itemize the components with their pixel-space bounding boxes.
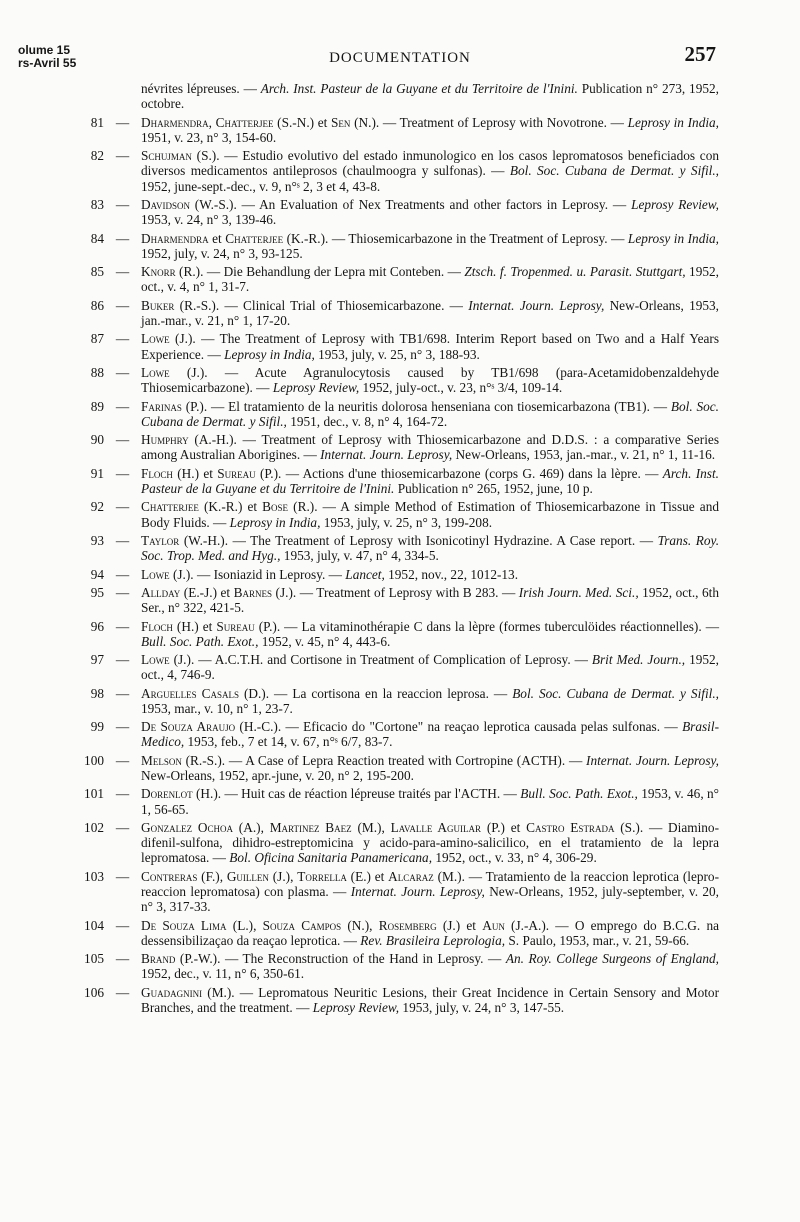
journal-title: Rev. Brasileira Leprologia, — [360, 932, 506, 948]
reference-number: 100 — [84, 752, 104, 768]
reference-dash: — — [115, 917, 130, 933]
author-name: Gonzalez Ochoa — [141, 820, 233, 836]
reference-entry — [0, 869, 800, 915]
reference-text — [141, 231, 719, 261]
author-name: Lowe — [141, 652, 170, 668]
reference-dash: — — [115, 719, 130, 735]
author-name: Floch — [141, 465, 173, 481]
author-name: Chatterjee — [141, 499, 199, 515]
reference-segment: (J.), — [268, 868, 298, 884]
reference-entry — [0, 567, 800, 582]
reference-entry — [0, 115, 800, 145]
reference-segment: 1953, july, v. 47, n° 4, 334-5. — [280, 548, 439, 564]
reference-text — [141, 567, 719, 582]
reference-text — [141, 533, 719, 563]
reference-segment: (S.). — Estudio evolutivo del estado inmunologico en los casos lepromatosos beneficiados con diversos medicamentos antileprosos (chaulmoogra y sulfonas). — — [141, 148, 719, 179]
reference-segment: (J.-A.). — O emprego do B.C.G. na dessensibilizaçao da reaçao leprotica. — — [141, 917, 719, 948]
reference-text — [141, 399, 719, 429]
reference-entry — [0, 585, 800, 615]
reference-segment: (W.-H.). — The Treatment of Leprosy with Isonicotinyl Hydrazine. A Case report. — — [179, 532, 658, 548]
journal-title: Bol. Oficina Sanitaria Panamericana, — [229, 850, 433, 866]
author-name: Dorenlot — [141, 786, 193, 802]
author-name: Allday — [141, 584, 181, 600]
reference-entry — [0, 432, 800, 462]
reference-dash: — — [115, 820, 130, 836]
author-name: Lowe — [141, 331, 170, 347]
reference-number: 98 — [90, 685, 104, 701]
reference-text — [141, 652, 719, 682]
reference-segment: (K.-R.) et — [198, 499, 263, 515]
reference-segment: (H.-C.). — Eficacio do "Cortone" na reaçao leprotica causada pelas sulfonas. — — [235, 719, 683, 735]
journal-title: Bol. Soc. Cubana de Dermat. y Sifil., — [509, 163, 719, 179]
reference-segment: (L.), — [226, 917, 263, 933]
reference-segment: (H.) et — [172, 618, 217, 634]
journal-title: Brit Med. Journ., — [591, 652, 686, 668]
reference-segment: 1952, oct., 6th Ser., n° 322, 421-5. — [141, 584, 719, 616]
reference-segment: 1952, july, v. 24, n° 3, 93-125. — [141, 245, 303, 261]
reference-entry — [0, 365, 800, 395]
journal-title: Arch. Inst. Pasteur de la Guyane et du Territoire de l'Inini. — [141, 465, 719, 496]
reference-number: 106 — [84, 984, 104, 1000]
reference-segment: New-Orleans, 1952, july-september, v. 20, n° 3, 317-33. — [141, 884, 720, 915]
reference-segment: (N.), — [341, 917, 379, 933]
reference-dash: — — [115, 984, 130, 1000]
author-name: Sureau — [217, 465, 256, 481]
reference-segment: (A.), — [233, 820, 270, 836]
reference-segment: (R.-S.). — A Case of Lepra Reaction treated with Cortropine (ACTH). — — [181, 752, 587, 768]
reference-number: 88 — [90, 364, 104, 380]
reference-entry — [0, 951, 800, 981]
reference-entry — [0, 298, 800, 328]
reference-segment: (S.-N.) et — [273, 114, 332, 130]
journal-title: Irish Journ. Med. Sci., — [518, 584, 639, 600]
reference-dash: — — [115, 584, 130, 600]
reference-segment: 1951, dec., v. 8, n° 4, 164-72. — [286, 413, 448, 429]
reference-text — [141, 197, 719, 227]
author-name: Contreras — [141, 868, 198, 884]
author-name: Martinez Baez — [269, 820, 352, 836]
author-name: Guillen — [226, 868, 269, 884]
reference-entry — [0, 197, 800, 227]
reference-segment: 1952, nov., 22, 1012-13. — [384, 566, 519, 582]
journal-title: Bol. Soc. Cubana de Dermat. y Sifil., — [512, 685, 719, 701]
reference-dash: — — [115, 432, 130, 448]
reference-segment: (J.). — Treatment of Leprosy with B 283. — — [272, 584, 519, 600]
section-title: DOCUMENTATION — [329, 50, 471, 66]
journal-title: Leprosy in India, — [627, 230, 720, 246]
reference-segment: (J.). — The Treatment of Leprosy with TB1/698. Interim Report based on Two and a Half Years Experience. — — [141, 331, 719, 362]
reference-text — [141, 499, 719, 529]
author-name: Chatterjee — [225, 230, 284, 246]
reference-segment: 1952, oct., 4, 746-9. — [141, 652, 719, 683]
journal-title: Internat. Journ. Leprosy, — [350, 884, 485, 900]
reference-dash: — — [115, 685, 130, 701]
reference-number: 83 — [90, 196, 104, 212]
reference-segment: 1953, mar., v. 10, n° 1, 23-7. — [141, 700, 293, 716]
reference-segment: (J.). — Acute Agranulocytosis caused by TB1/698 (para-Acetamidobenzaldehyde Thiosemicarbazone). — — [141, 364, 719, 396]
reference-segment: 1953, v. 24, n° 3, 139-46. — [141, 212, 277, 228]
reference-dash: — — [115, 868, 130, 884]
reference-number: 95 — [90, 584, 104, 600]
reference-segment: 1952, oct., v. 33, n° 4, 306-29. — [432, 850, 597, 866]
reference-segment: 1951, v. 23, n° 3, 154-60. — [141, 129, 277, 145]
reference-segment: (H.) et — [172, 465, 218, 481]
author-name: Dharmendra — [141, 230, 209, 246]
reference-number: 89 — [90, 398, 104, 414]
reference-segment: (W.-S.). — An Evaluation of Nex Treatments and other factors in Leprosy. — — [189, 196, 632, 212]
reference-dash: — — [115, 752, 130, 768]
reference-number: 101 — [84, 786, 104, 802]
reference-number: 105 — [84, 951, 104, 967]
volume-line-1: olume 15 — [18, 43, 71, 57]
reference-entry — [0, 719, 800, 749]
reference-text — [141, 115, 719, 145]
reference-segment: 1952, july-oct., v. 23, n°ˢ 3/4, 109-14. — [359, 380, 563, 396]
reference-segment: névrites lépreuses. — — [141, 81, 261, 96]
reference-entry — [0, 533, 800, 563]
reference-segment: (E.) et — [346, 868, 389, 884]
reference-dash: — — [115, 114, 130, 130]
reference-dash: — — [115, 786, 130, 802]
reference-number: 86 — [90, 297, 104, 313]
author-name: Farinas — [141, 398, 182, 414]
reference-entry — [0, 399, 800, 429]
reference-segment: New-Orleans, 1952, apr.-june, v. 20, n° 2, 195-200. — [141, 768, 414, 784]
reference-text — [141, 869, 719, 915]
reference-dash: — — [115, 465, 130, 481]
reference-entry — [0, 753, 800, 783]
reference-dash: — — [115, 951, 130, 967]
reference-entry — [0, 264, 800, 294]
reference-text — [141, 585, 719, 615]
page-number: 257 — [684, 42, 716, 66]
reference-number: 87 — [90, 331, 104, 347]
volume-line-2: rs-Avril 55 — [18, 56, 77, 70]
reference-segment: New-Orleans, 1953, jan.-mar., v. 21, n° 1, 11-16. — [452, 447, 716, 463]
reference-text — [141, 918, 719, 948]
journal-title: Trans. Roy. Soc. Trop. Med. and Hyg., — [141, 532, 720, 564]
reference-segment: (D.). — La cortisona en la reaccion leprosa. — — [238, 685, 513, 701]
author-name: Melson — [141, 752, 182, 768]
reference-text — [141, 686, 719, 716]
author-name: Brand — [141, 951, 176, 967]
reference-text — [141, 985, 719, 1015]
author-name: Alcaraz — [388, 868, 434, 884]
reference-segment: (E.-J.) et — [180, 584, 234, 600]
journal-title: Leprosy in India, — [224, 346, 315, 362]
reference-number: 97 — [90, 652, 104, 668]
reference-segment: 1953, july, v. 25, n° 3, 199-208. — [320, 514, 493, 530]
author-name: Sureau — [216, 618, 255, 634]
reference-text — [141, 466, 719, 496]
reference-text — [141, 820, 719, 866]
reference-list — [0, 81, 800, 1018]
author-name: Torrella — [297, 868, 347, 884]
author-name: Dharmendra, Chatterjee — [141, 114, 274, 130]
reference-segment: 1952, oct., v. 4, n° 1, 31-7. — [141, 264, 719, 295]
reference-entry — [0, 81, 800, 111]
journal-title: Ztsch. f. Tropenmed. u. Parasit. Stuttgart, — [464, 264, 686, 280]
reference-segment: S. Paulo, 1953, mar., v. 21, 59-66. — [505, 932, 690, 948]
reference-text — [141, 298, 719, 328]
reference-entry — [0, 686, 800, 716]
reference-dash: — — [115, 297, 130, 313]
reference-segment: 1953, july, v. 25, n° 3, 188-93. — [314, 346, 480, 362]
reference-dash: — — [115, 196, 130, 212]
author-name: Taylor — [141, 532, 180, 548]
reference-segment: 1953, feb., 7 et 14, v. 67, n°ˢ 6/7, 83-7. — [184, 734, 393, 750]
reference-segment: Publication n° 273, 1952, octobre. — [141, 81, 719, 112]
journal-title: Bull. Soc. Path. Exot., — [141, 633, 259, 649]
reference-dash: — — [115, 398, 130, 414]
journal-title: Leprosy Review, — [272, 380, 360, 396]
reference-number: 91 — [90, 465, 104, 481]
reference-segment: (H.). — Huit cas de réaction lépreuse traités par l'ACTH. — — [192, 786, 521, 802]
reference-number: 81 — [90, 114, 104, 130]
author-name: Schujman — [141, 148, 192, 164]
author-name: Buker — [141, 297, 175, 313]
author-name: Knorr — [141, 264, 176, 280]
author-name: Castro Estrada — [526, 820, 615, 836]
reference-segment: 1953, july, v. 24, n° 3, 147-55. — [399, 1000, 565, 1016]
reference-entry — [0, 786, 800, 816]
reference-dash: — — [115, 499, 130, 515]
author-name: De Souza Araujo — [141, 719, 236, 735]
reference-number: 103 — [84, 868, 104, 884]
reference-segment: (R.-S.). — Clinical Trial of Thiosemicarbazone. — — [174, 297, 469, 313]
journal-title: Leprosy in India, — [229, 514, 321, 530]
reference-number: 85 — [90, 264, 104, 280]
reference-number: 90 — [90, 432, 104, 448]
reference-entry — [0, 466, 800, 496]
reference-segment: (P.). — El tratamiento de la neuritis dolorosa henseniana con tiosemicarbazona (TB1). — — [181, 398, 671, 414]
journal-title: Lancet, — [345, 566, 385, 582]
author-name: Davidson — [141, 196, 190, 212]
journal-title: Brasil-Medico, — [141, 719, 719, 750]
reference-segment: (R.). — A simple Method of Estimation of Thiosemicarbazone in Tissue and Body Fluids. — — [141, 499, 719, 530]
journal-title: Internat. Journ. Leprosy, — [586, 752, 719, 768]
reference-number: 92 — [90, 499, 104, 515]
reference-segment: (P.) et — [481, 820, 527, 836]
reference-segment: 1952, v. 45, n° 4, 443-6. — [258, 633, 391, 649]
reference-dash: — — [115, 331, 130, 347]
author-name: Bose — [262, 499, 289, 515]
reference-text — [141, 619, 719, 649]
reference-segment: (J.) et — [436, 917, 483, 933]
author-name: Barnes — [233, 584, 273, 600]
reference-segment: (A.-H.). — Treatment of Leprosy with Thiosemicarbazone and D.D.S. : a comparative Series among Australian Aborigines. — — [141, 432, 719, 463]
reference-dash: — — [115, 148, 130, 164]
author-name: Lowe — [141, 364, 170, 380]
reference-segment: (P.-W.). — The Reconstruction of the Hand in Leprosy. — — [175, 951, 506, 967]
reference-segment: et — [208, 230, 226, 246]
reference-dash: — — [115, 618, 130, 634]
reference-text — [141, 148, 719, 194]
reference-dash: — — [115, 264, 130, 280]
reference-segment: Publication n° 265, 1952, june, 10 p. — [394, 480, 593, 496]
reference-dash: — — [115, 532, 130, 548]
reference-number: 93 — [90, 532, 104, 548]
reference-text — [141, 331, 719, 361]
reference-segment: (M.), — [351, 820, 391, 836]
reference-text — [141, 81, 719, 111]
reference-number: 94 — [90, 566, 104, 582]
reference-segment: New-Orleans, 1953, jan.-mar., v. 21, n° 1, 17-20. — [141, 297, 719, 328]
reference-entry — [0, 619, 800, 649]
journal-title: Leprosy Review, — [312, 1000, 400, 1016]
reference-segment: (K.-R.). — Thiosemicarbazone in the Treatment of Leprosy. — — [283, 230, 628, 246]
author-name: Sen — [331, 114, 351, 130]
reference-number: 82 — [90, 148, 104, 164]
reference-dash: — — [115, 652, 130, 668]
journal-title: Leprosy in India, — [627, 114, 720, 130]
reference-segment: (P.). — La vitaminothérapie C dans la lèpre (formes tuberculöides réactionnelles). — — [254, 618, 719, 634]
reference-segment: (J.). — Isoniazid in Leprosy. — — [169, 566, 346, 582]
author-name: Rosemberg — [378, 917, 437, 933]
reference-segment: 1952, june-sept.-dec., v. 9, n°ˢ 2, 3 et 4, 43-8. — [141, 178, 381, 194]
reference-dash: — — [115, 230, 130, 246]
reference-entry — [0, 499, 800, 529]
reference-entry — [0, 918, 800, 948]
reference-segment: (M.). — Tratamiento de la reaccion leprotica (lepro-reaccion lepromatosa) con plasma. — — [141, 868, 719, 900]
reference-text — [141, 719, 719, 749]
author-name: De Souza Lima — [141, 917, 227, 933]
reference-entry — [0, 148, 800, 194]
journal-title: Arch. Inst. Pasteur de la Guyane et du Territoire de l'Inini. — [260, 81, 578, 96]
reference-segment: (P.). — Actions d'une thiosemicarbazone (corps G. 469) dans la lèpre. — — [255, 465, 663, 481]
reference-segment: (J.). — A.C.T.H. and Cortisone in Treatment of Complication of Leprosy. — — [169, 652, 592, 668]
reference-segment: (M.). — Lepromatous Neuritic Lesions, their Great Incidence in Certain Sensory and Motor Branches, and the treatment. — — [141, 984, 719, 1016]
author-name: Lavalle Aguilar — [390, 820, 482, 836]
reference-text — [141, 786, 719, 816]
reference-text — [141, 365, 719, 395]
journal-title: Bull. Soc. Path. Exot., — [520, 786, 638, 802]
reference-number: 84 — [90, 230, 104, 246]
reference-segment: (R.). — Die Behandlung der Lepra mit Conteben. — — [175, 264, 465, 280]
journal-title: Internat. Journ. Leprosy, — [468, 297, 605, 313]
author-name: Aun — [482, 917, 505, 933]
journal-title: Bol. Soc. Cubana de Dermat. y Sifil., — [141, 398, 720, 429]
reference-dash: — — [115, 566, 130, 582]
reference-number: 99 — [90, 719, 104, 735]
reference-text — [141, 264, 719, 294]
reference-entry — [0, 985, 800, 1015]
author-name: Humphry — [141, 432, 189, 448]
reference-segment: (S.). — Diamino-difenil-sulfona, dihidro-estreptomicina y acido-para-amino-salicilico, en el tratamiento de la lepra lepromatosa. — — [141, 820, 720, 866]
reference-text — [141, 753, 719, 783]
reference-text — [141, 432, 719, 462]
author-name: Lowe — [141, 566, 170, 582]
reference-entry — [0, 231, 800, 261]
page-header — [0, 44, 800, 80]
reference-segment: (F.), — [197, 868, 227, 884]
journal-title: Leprosy Review, — [631, 196, 719, 212]
reference-number: 102 — [84, 820, 104, 836]
journal-title: An. Roy. College Surgeons of England, — [505, 951, 720, 967]
reference-segment: (N.). — Treatment of Leprosy with Novotrone. — — [350, 114, 628, 130]
reference-segment: 1952, dec., v. 11, n° 6, 350-61. — [141, 966, 305, 982]
reference-entry — [0, 820, 800, 866]
reference-entry — [0, 652, 800, 682]
author-name: Souza Campos — [262, 917, 342, 933]
author-name: Guadagnini — [141, 984, 203, 1000]
reference-text — [141, 951, 719, 981]
journal-title: Internat. Journ. Leprosy, — [320, 447, 453, 463]
author-name: Arguelles Casals — [141, 685, 239, 701]
reference-segment: 1953, v. 46, n° 1, 56-65. — [141, 786, 719, 817]
reference-dash: — — [115, 364, 130, 380]
reference-number: 96 — [90, 618, 104, 634]
author-name: Floch — [141, 618, 173, 634]
reference-entry — [0, 331, 800, 361]
reference-number: 104 — [84, 917, 104, 933]
